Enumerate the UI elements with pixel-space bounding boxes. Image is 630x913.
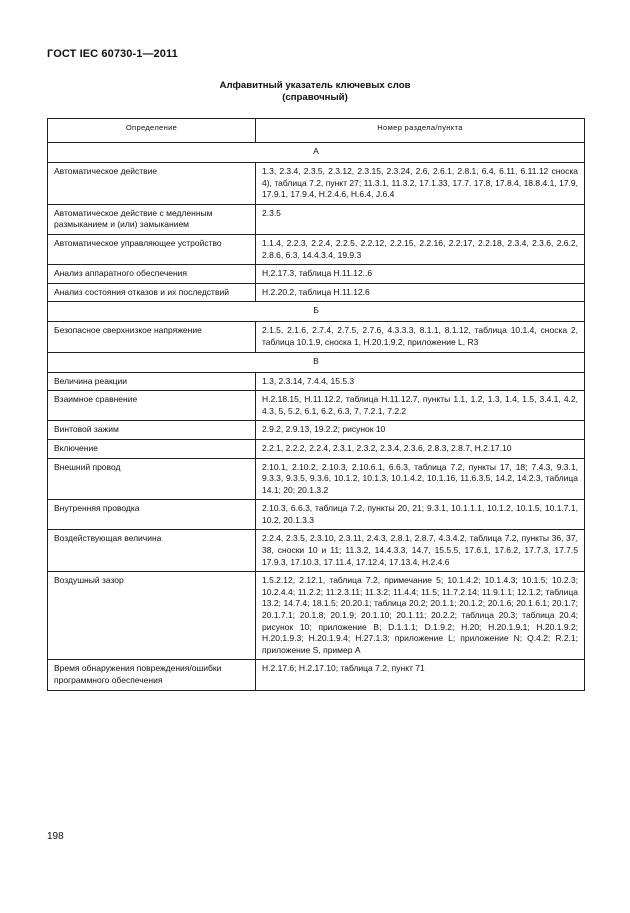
column-header-definition: Определение (48, 119, 256, 143)
term-cell: Воздушный зазор (48, 572, 256, 660)
table-row (48, 421, 585, 440)
table-row (48, 500, 585, 530)
title-block (0, 80, 630, 104)
term-cell: Включение (48, 439, 256, 458)
table-row (48, 458, 585, 500)
term-cell: Взаимное сравнение (48, 391, 256, 421)
section-refs-cell: H.2.17.3, таблица H.11.12..6 (256, 265, 585, 284)
term-cell: Автоматическое действие с медленным размыканием и (или) замыканием (48, 204, 256, 234)
table-header-row (48, 119, 585, 143)
section-refs-cell: 2.3.5 (256, 204, 585, 234)
column-header-section-number: Номер раздела/пункта (256, 119, 585, 143)
section-refs-cell: 1.3, 2.3.4, 2.3.5, 2.3.12, 2.3.15, 2.3.24, 2.6, 2.6.1, 2.8.1, 6.4, 6.11, 6.11.12 сноска 4), таблица 7.2, пункт 27; 11.3.1, 11.3.2, 17.1.33, 17.7. 17.8, 17.8.4, 18.8.4.1, 17.9, 17.9.1, 17.9.4, H.2.4.6, H.6.4, J.6.4 (256, 163, 585, 205)
table-row (48, 322, 585, 352)
document-code: ГОСТ IEC 60730-1—2011 (47, 48, 178, 60)
section-refs-cell: H.2.20.2, таблица H.11.12.6 (256, 283, 585, 302)
index-subtitle: (справочный) (282, 92, 348, 103)
term-cell: Время обнаружения повреждения/ошибки программного обеспечения (48, 660, 256, 690)
term-cell: Безопасное сверхнизкое напряжение (48, 322, 256, 352)
section-refs-cell: H.2.17.6; H.2.17.10; таблица 7.2, пункт 71 (256, 660, 585, 690)
term-cell: Внутренняя проводка (48, 500, 256, 530)
term-cell: Анализ аппаратного обеспечения (48, 265, 256, 284)
section-refs-cell: 2.1.5, 2.1.6, 2.7.4, 2.7.5, 2.7.6, 4.3.3.3, 8.1.1, 8.1.12, таблица 10.1.4, сноска 2, таблица 10.1.9, сноска 1, H.20.1.9.2, приложение L, R3 (256, 322, 585, 352)
table-row (48, 283, 585, 302)
section-refs-cell: 1.5.2.12, 2.12.1, таблица 7.2, примечание 5; 10.1.4.2; 10.1.4.3; 10.1.5; 10.2.3; 10.2.4.4; 11.2.2; 11.2.3.11; 11.3.2; 11.4.4; 11.5; 11.7.2.14; 11.9.1.1; 12.1.2; таблица 13.2; 14.7.4; 18.1.5; 20.20.1; таблица 20.2; 20.1.1; 20.1.2; 20.1.6; 20.1.6.1; 20.1.7; 20.1.7.1; 20.1.8; 20.1.9; 20.1.10; 20.1.11; 20.2.2; таблица 20.3; таблица 20.4; рисунок 10; приложение В; D.1.1.1; D.1.9.2; H.20; H.20.1.9.1; H.20.1.9.2; H.20.1.9.3; H.20.1.9.4; H.27.1.3; приложение L; приложение N; Q.4.2; R.2.1; приложение S, пример A (256, 572, 585, 660)
term-cell: Анализ состояния отказов и их последствий (48, 283, 256, 302)
table-row (48, 163, 585, 205)
term-cell: Винтовой зажим (48, 421, 256, 440)
section-refs-cell: 2.9.2, 2.9.13, 19.2.2; рисунок 10 (256, 421, 585, 440)
section-refs-cell: 1.3, 2.3.14, 7.4.4, 15.5.3 (256, 372, 585, 391)
section-refs-cell: 2.10.3, 6.6.3, таблица 7.2, пункты 20, 21; 9.3.1, 10.1.1.1, 10.1.2, 10.1.5, 10.1.7.1, 10.2, 20.1.3.3 (256, 500, 585, 530)
letter-section-row (48, 352, 585, 372)
table-row (48, 372, 585, 391)
table-row (48, 530, 585, 572)
table-row (48, 572, 585, 660)
section-refs-cell: 2.10.1, 2.10.2, 2.10.3, 2.10.6.1, 6.6.3, таблица 7.2, пункты 17, 18; 7.4.3, 9.3.1, 9.3.3, 9.3.5, 9.3.6, 10.1.2, 10.1.3, 10.1.4.2, 10.1.16, 11.6.3.5, 14.2, 14.2.3, таблица 14.1; 20; 20.1.3.2 (256, 458, 585, 500)
section-refs-cell: 2.2.4, 2.3.5, 2.3.10, 2.3.11, 2.4.3, 2.8.1, 2.8.7, 4.3.4.2, таблица 7.2, пункты 36, 37, 38, сноски 10 и 11; 11.3.2, 14.4.3.3, 14.7, 15.5.5, 17.6.1, 17.6.2, 17.7.3, 17.7.5 17.9.3, 17.10.3, 17.11.4, 17.12.4, 17.13.4, H.2.4.6 (256, 530, 585, 572)
term-cell: Автоматическое управляющее устройство (48, 234, 256, 264)
section-letter: Б (48, 302, 585, 322)
table-row (48, 439, 585, 458)
keyword-index-table (47, 118, 585, 691)
table-row (48, 660, 585, 690)
term-cell: Величина реакции (48, 372, 256, 391)
letter-section-row (48, 302, 585, 322)
table-row (48, 234, 585, 264)
index-title: Алфавитный указатель ключевых слов (219, 80, 411, 91)
table-row (48, 391, 585, 421)
letter-section-row (48, 143, 585, 163)
section-refs-cell: 2.2.1, 2.2.2, 2.2.4, 2.3.1, 2.3.2, 2.3.4, 2.3.6, 2.8.3, 2.8.7, H.2.17.10 (256, 439, 585, 458)
section-refs-cell: H.2.18.15, H.11.12.2, таблица H.11.12.7, пункты 1.1, 1.2, 1.3, 1.4, 1.5, 3.4.1, 4.2, 4.3, 5, 5.2, 6.1, 6.2, 6.3, 7, 7.2.1, 7.2.2 (256, 391, 585, 421)
table-row (48, 265, 585, 284)
table-row (48, 204, 585, 234)
page-number: 198 (47, 831, 64, 842)
section-letter: А (48, 143, 585, 163)
section-refs-cell: 1.1.4, 2.2.3, 2.2.4, 2.2.5, 2.2.12, 2.2.15, 2.2.16, 2.2.17, 2.2.18, 2.3.4, 2.3.6, 2.6.2, 2.8.6, 6.3, 14.4.3.4, 19.9.3 (256, 234, 585, 264)
term-cell: Внешний провод (48, 458, 256, 500)
term-cell: Автоматическое действие (48, 163, 256, 205)
table-body (48, 143, 585, 691)
term-cell: Воздействующая величина (48, 530, 256, 572)
section-letter: В (48, 352, 585, 372)
